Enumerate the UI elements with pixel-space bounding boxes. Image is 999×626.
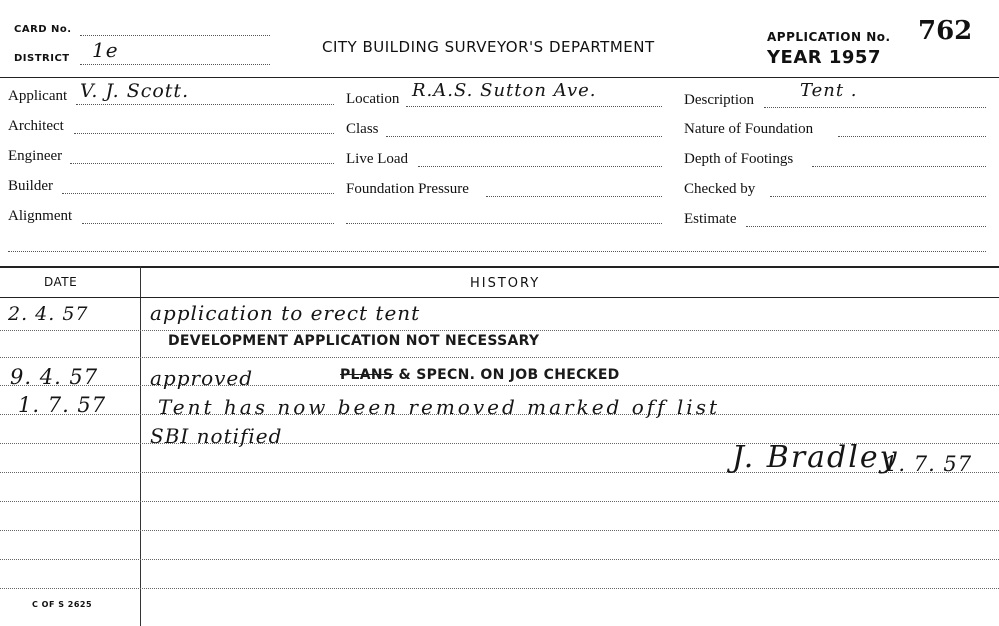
card-no-line <box>80 35 270 36</box>
ruled-line <box>0 357 999 358</box>
specn-checked-text: & SPECN. ON JOB CHECKED <box>398 367 620 383</box>
architect-line <box>74 133 334 134</box>
location-line <box>406 106 662 107</box>
live-load-line <box>418 166 662 167</box>
alignment-line <box>82 223 334 224</box>
history-date: 1. 7. 57 <box>18 393 107 417</box>
district-value: 1e <box>92 38 119 62</box>
description-line <box>764 107 986 108</box>
class-line <box>386 136 662 137</box>
form-code: C OF S 2625 <box>32 600 93 609</box>
history-date: 2. 4. 57 <box>8 303 89 325</box>
depth-of-footings-line <box>812 166 986 167</box>
engineer-label: Engineer <box>8 148 63 164</box>
architect-label: Architect <box>8 118 64 134</box>
history-entry: application to erect tent <box>150 301 421 325</box>
department-title: CITY BUILDING SURVEYOR'S DEPARTMENT <box>322 38 655 56</box>
application-no-value: 762 <box>918 16 973 46</box>
alignment-label: Alignment <box>8 208 73 224</box>
district-label: DISTRICT <box>14 53 70 64</box>
ruled-line <box>0 588 999 589</box>
applicant-line <box>76 104 334 105</box>
header-divider <box>0 77 999 78</box>
location-value: R.A.S. Sutton Ave. <box>412 80 597 101</box>
ruled-line <box>0 501 999 502</box>
applicant-label: Applicant <box>8 88 68 104</box>
class-label: Class <box>346 121 379 137</box>
engineer-line <box>70 163 334 164</box>
card-no-label: CARD No. <box>14 24 72 35</box>
builder-label: Builder <box>8 178 53 194</box>
history-entry: SBI notified <box>150 424 283 448</box>
column2-blank-line <box>346 223 662 224</box>
signature-date: 1. 7. 57 <box>884 452 973 476</box>
year-label: YEAR 1957 <box>767 47 881 68</box>
live-load-label: Live Load <box>346 151 409 167</box>
applicant-value: V. J. Scott. <box>80 80 190 102</box>
nature-of-foundation-line <box>838 136 986 137</box>
history-header: HISTORY <box>470 276 541 291</box>
date-header: DATE <box>44 275 78 289</box>
estimate-label: Estimate <box>684 211 737 227</box>
development-stamp: DEVELOPMENT APPLICATION NOT NECESSARY <box>168 333 540 349</box>
application-no-label: APPLICATION No. <box>767 30 891 44</box>
blank-field-line <box>8 251 986 252</box>
ruled-line <box>0 559 999 560</box>
ruled-line <box>0 330 999 331</box>
location-label: Location <box>346 91 400 107</box>
plans-checked-stamp <box>340 367 620 383</box>
district-line <box>80 64 270 65</box>
checked-by-line <box>770 196 986 197</box>
foundation-pressure-line <box>486 196 662 197</box>
foundation-pressure-label: Foundation Pressure <box>346 181 469 197</box>
ruled-line <box>0 530 999 531</box>
nature-of-foundation-label: Nature of Foundation <box>684 121 814 137</box>
depth-of-footings-label: Depth of Footings <box>684 151 794 167</box>
history-date: 9. 4. 57 <box>10 365 99 389</box>
estimate-line <box>746 226 986 227</box>
description-label: Description <box>684 92 754 108</box>
history-top-rule <box>0 266 999 268</box>
date-column-divider <box>140 266 141 626</box>
builder-line <box>62 193 334 194</box>
description-value: Tent . <box>800 80 858 101</box>
checked-by-label: Checked by <box>684 181 756 197</box>
signature: J. Bradley <box>732 440 899 475</box>
plans-struck-text: PLANS <box>340 367 394 383</box>
history-entry: Tent has now been removed marked off list <box>158 395 720 419</box>
history-entry: approved <box>150 366 254 390</box>
history-header-rule <box>0 297 999 298</box>
